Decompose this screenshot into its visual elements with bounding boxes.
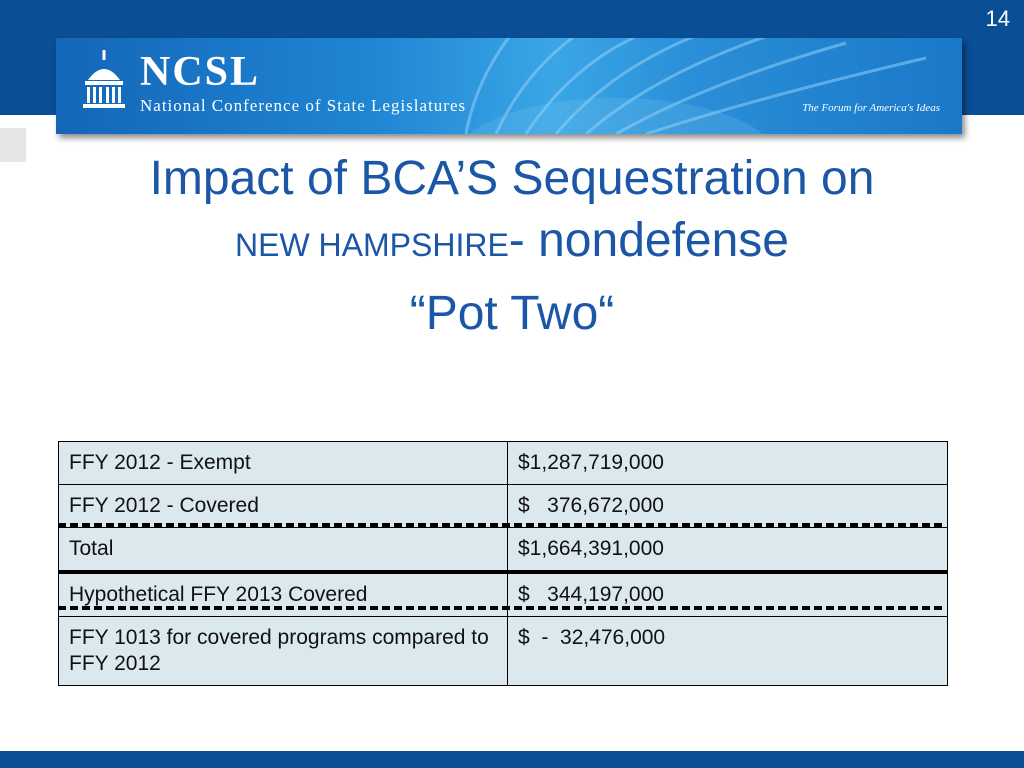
title-line-1: Impact of BCA’S Sequestration on — [149, 152, 875, 205]
ncsl-banner — [56, 38, 962, 134]
row-value: $1,287,719,000 — [508, 442, 948, 485]
dashed-separator — [58, 523, 942, 527]
slide-title — [0, 148, 1024, 345]
bottom-band — [0, 751, 1024, 768]
tagline: The Forum for America's Ideas — [802, 102, 940, 114]
row-value: $ 376,672,000 — [508, 485, 948, 528]
table-row — [59, 617, 948, 686]
table-row — [59, 485, 948, 528]
dashed-separator — [58, 606, 942, 610]
title-suffix: - nondefense — [508, 214, 789, 267]
title-line-3: “Pot Two“ — [409, 287, 615, 340]
row-label: Total — [59, 528, 508, 573]
table-row — [59, 442, 948, 485]
row-label: FFY 2012 - Covered — [59, 485, 508, 528]
title-state: NEW HAMPSHIRE — [234, 227, 509, 263]
logo-acronym: NCSL — [140, 49, 261, 95]
slide-number: 14 — [985, 6, 1010, 31]
row-value: $ 344,197,000 — [508, 572, 948, 617]
row-value: $ - 32,476,000 — [508, 617, 948, 686]
row-label: Hypothetical FFY 2013 Covered — [59, 572, 508, 617]
row-value: $1,664,391,000 — [508, 528, 948, 573]
row-label: FFY 2012 - Exempt — [59, 442, 508, 485]
title-line-2 — [0, 210, 1024, 283]
capitol-dome-icon — [78, 50, 130, 112]
row-label: FFY 1013 for covered programs compared to FFY 2012 — [59, 617, 508, 686]
logo-full-name: National Conference of State Legislatures — [140, 96, 467, 115]
table-row — [59, 528, 948, 573]
budget-table — [58, 441, 948, 686]
